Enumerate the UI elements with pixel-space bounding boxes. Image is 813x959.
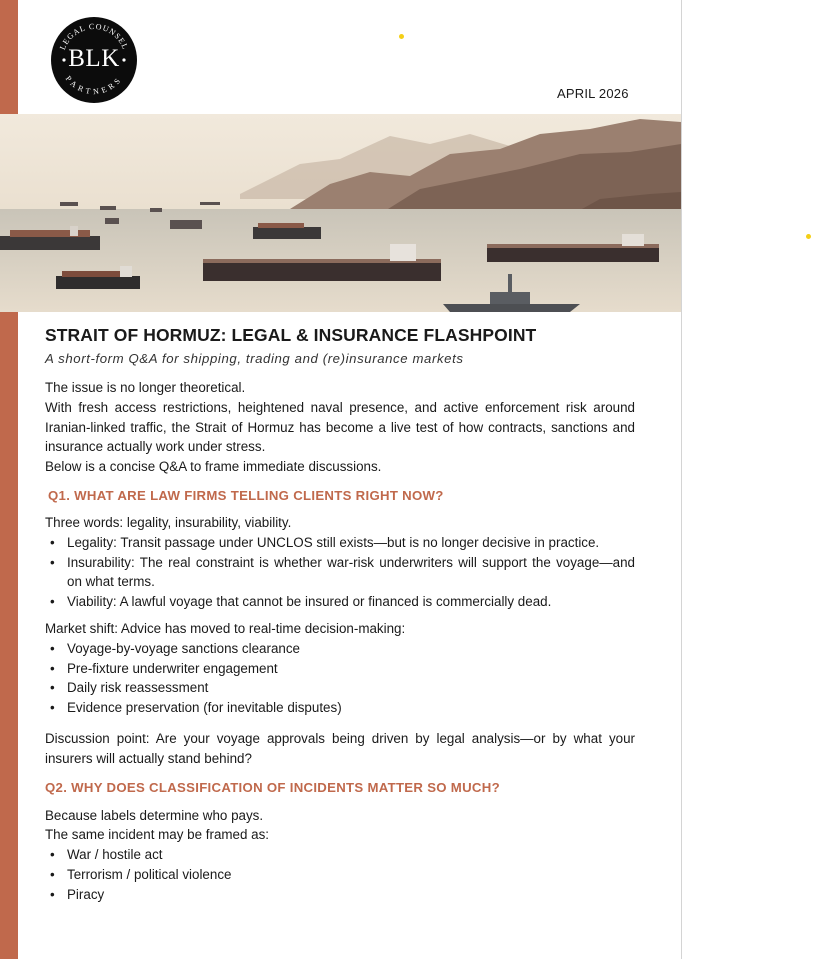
list-item: • Viability: A lawful voyage that cannot be insured or financed is commercially dead. [45,592,635,612]
q1-bullet-list [45,533,635,612]
page-edge-divider [681,0,682,959]
q2-lead: Because labels determine who pays. [45,807,264,823]
list-item: • Terrorism / political violence [45,865,635,885]
q2-heading: Q2. WHY DOES CLASSIFICATION OF INCIDENTS MATTER SO MUCH? [45,779,500,795]
logo-ring-top: LEGAL COUNSEL [57,21,131,52]
list-item: • Insurability: The real constraint is whether war-risk underwriters will support the voyage—and on what terms. [45,553,635,593]
discussion-point: Discussion point: Are your voyage approvals being driven by legal analysis—or by what your insurers will actually stand behind? [45,730,635,766]
market-shift-lead: Market shift: Advice has moved to real-time decision-making: [45,620,406,636]
article-subtitle: A short-form Q&A for shipping, trading and (re)insurance markets [45,351,464,366]
list-item: • War / hostile act [45,845,635,865]
firm-logo [51,17,137,103]
logo-ring-bottom: PARTNERS [63,74,125,97]
q1-heading: Q1. WHAT ARE LAW FIRMS TELLING CLIENTS RIGHT NOW? [48,487,444,503]
list-item: • Legality: Transit passage under UNCLOS still exists—but is no longer decisive in practice. [45,533,635,553]
article-body [45,322,635,905]
logo-wordmark: BLK [68,45,120,72]
list-item: • Piracy [45,885,635,905]
hero-image [0,114,681,312]
intro-paragraph: With fresh access restrictions, heightened naval presence, and active enforcement risk around Iranian-linked traffic, the Strait of Hormuz has become a live test of how contracts, sanctions and insurance actually work under stress. [45,399,635,455]
q2-lead: The same incident may be framed as: [45,827,270,843]
intro-paragraph: Below is a concise Q&A to frame immediate discussions. [45,459,382,475]
q2-bullet-list [45,845,635,904]
list-item: • Voyage-by-voyage sanctions clearance [45,639,635,659]
article-title: STRAIT OF HORMUZ: LEGAL & INSURANCE FLASHPOINT [45,325,537,345]
intro-paragraph: The issue is no longer theoretical. [45,380,246,395]
q1-lead: Three words: legality, insurability, viability. [45,514,292,530]
list-item: • Pre-fixture underwriter engagement [45,659,635,679]
decorative-dot [806,234,811,239]
intro-section [45,378,635,477]
issue-date: APRIL 2026 [557,86,629,101]
list-item: • Evidence preservation (for inevitable disputes) [45,698,635,718]
list-item: • Daily risk reassessment [45,678,635,698]
market-shift-list [45,639,635,718]
svg-text:PARTNERS [64,74,125,96]
decorative-dot [399,34,404,39]
